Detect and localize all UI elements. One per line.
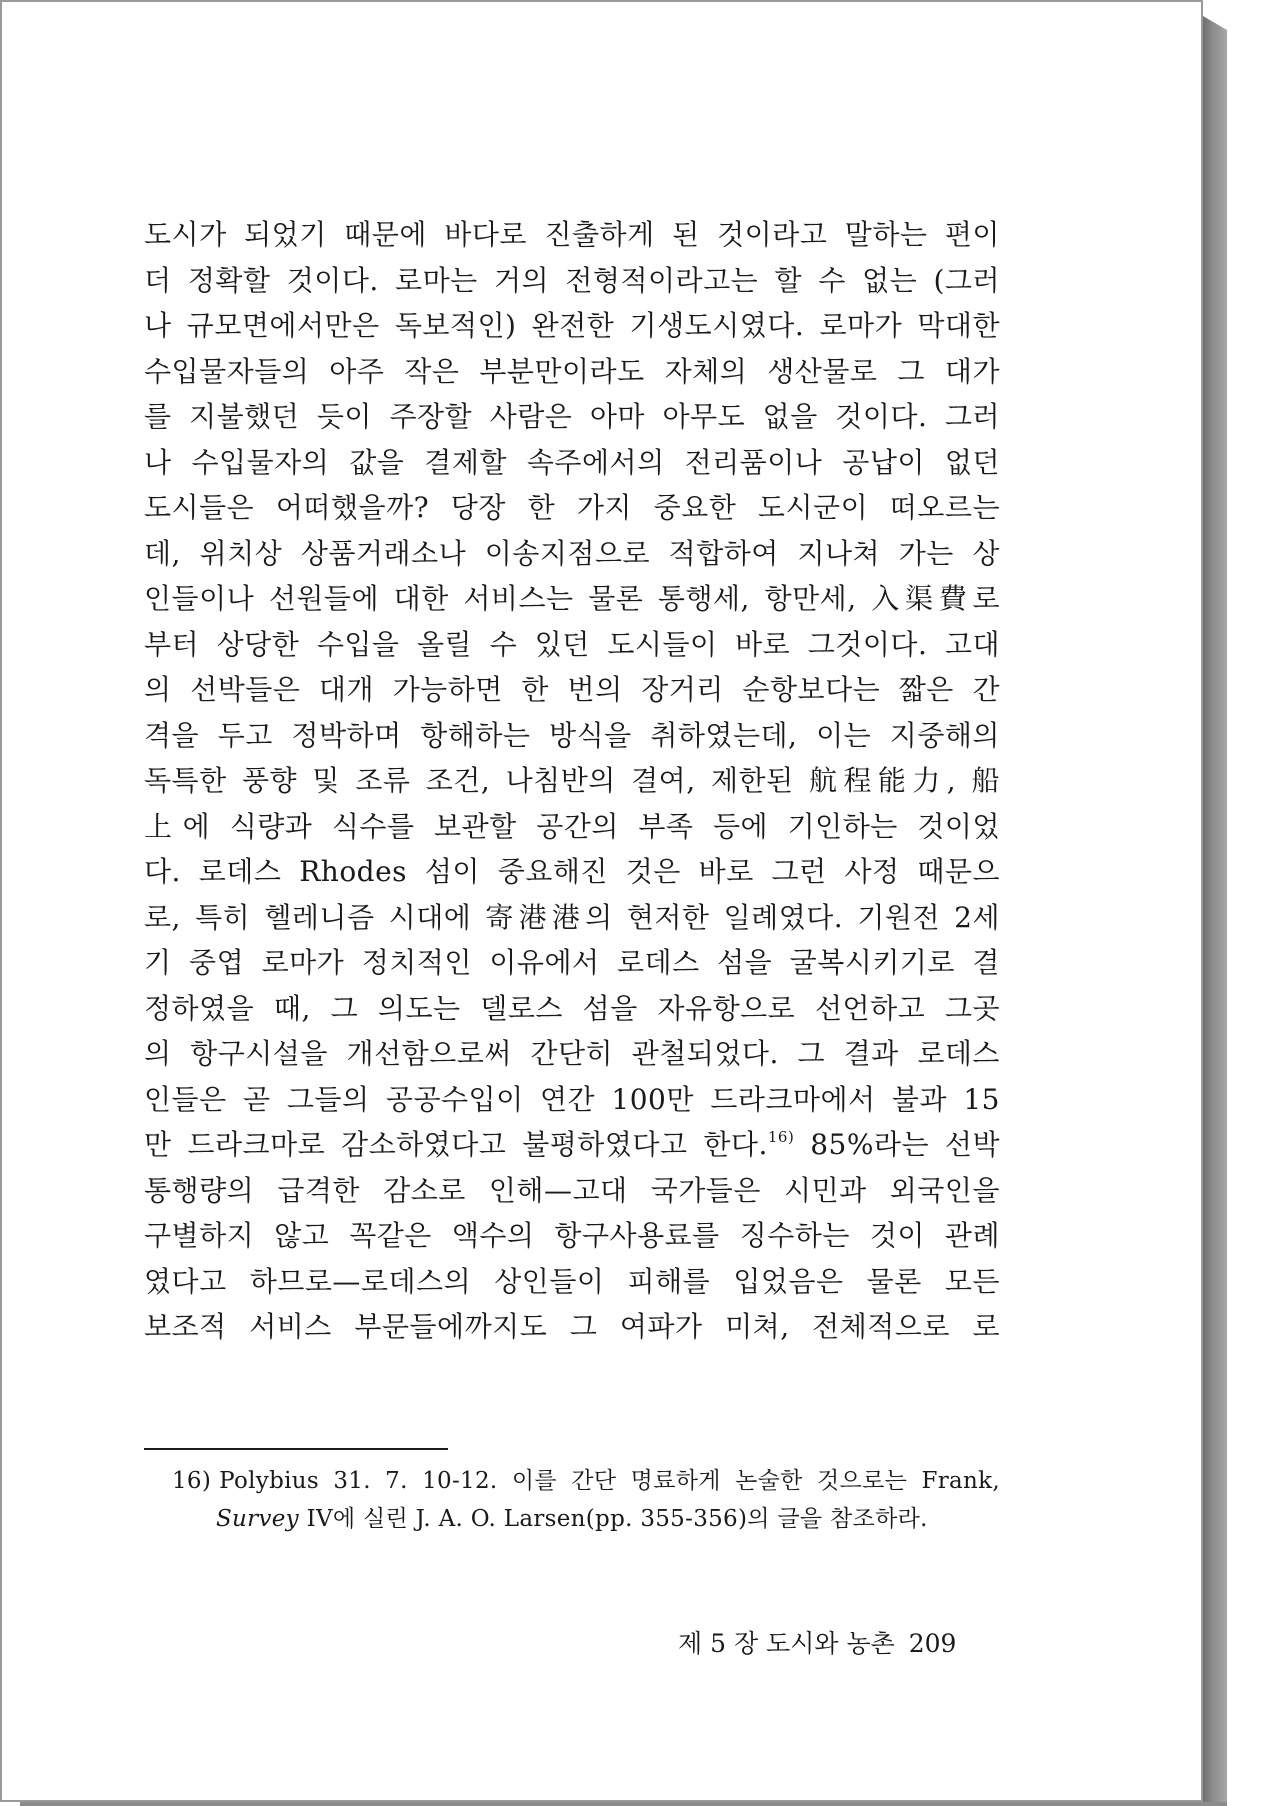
footnote-line — [144, 1500, 1000, 1538]
text-line: 데, 위치상 상품거래소나 이송지점으로 적합하여 지나쳐 가는 상 — [144, 536, 1000, 570]
page-number: 209 — [908, 1629, 957, 1658]
footnote-number: 16) — [172, 1468, 212, 1494]
footnote-text: IV에 실린 J. A. O. Larsen(pp. 355-356)의 글을 참조하라. — [298, 1506, 928, 1532]
page-edge-shadow — [1203, 16, 1227, 1806]
text-line: 보조적 서비스 부문들에까지도 그 여파가 미쳐, 전체적으로 로 — [144, 1310, 1000, 1343]
text-line: 다. 로데스 Rhodes 섬이 중요해진 것은 바로 그런 사정 때문으 — [144, 855, 1000, 888]
text-line-with-footnote-ref — [144, 1122, 1000, 1168]
text-line: 였다고 하므로—로데스의 상인들이 피해를 입었음은 물론 모든 — [144, 1264, 1000, 1298]
footnote-text: Polybius 31. 7. 10-12. 이를 간단 명료하게 논술한 것으로는 Frank, — [219, 1468, 1000, 1494]
text-line: 통행량의 급격한 감소로 인해—고대 국가들은 시민과 외국인을 — [144, 1173, 1000, 1207]
page-footer — [678, 1622, 978, 1666]
text-line: 독특한 풍향 및 조류 조건, 나침반의 결여, 제한된 航程能力, 船 — [144, 764, 1000, 797]
text-line: 나 규모면에서만은 독보적인) 완전한 기생도시였다. 로마가 막대한 — [144, 309, 1000, 342]
page-bottom-shadow — [20, 1802, 1227, 1806]
footnote-italic-title: Survey — [216, 1506, 299, 1532]
text-line: 의 항구시설을 개선함으로써 간단히 관철되었다. 그 결과 로데스 — [144, 1037, 1000, 1070]
text-segment: 85%라는 선박 — [794, 1128, 1001, 1161]
text-line: 나 수입물자의 값을 결제할 속주에서의 전리품이나 공납이 없던 — [144, 445, 1000, 479]
text-line: 기 중엽 로마가 정치적인 이유에서 로데스 섬을 굴복시키기로 결 — [144, 946, 1000, 979]
text-line: 수입물자들의 아주 작은 부분만이라도 자체의 생산물로 그 대가 — [144, 354, 1000, 388]
footnote-line — [144, 1462, 1000, 1500]
text-line: 부터 상당한 수입을 올릴 수 있던 도시들이 바로 그것이다. 고대 — [144, 627, 1000, 661]
body-text — [144, 212, 1000, 1350]
text-line: 격을 두고 정박하며 항해하는 방식을 취하였는데, 이는 지중해의 — [144, 718, 1000, 752]
text-line: 정하였을 때, 그 의도는 델로스 섬을 자유항으로 선언하고 그곳 — [144, 991, 1000, 1025]
text-line: 더 정확할 것이다. 로마는 거의 전형적이라고는 할 수 없는 (그러 — [144, 263, 1000, 297]
text-line: 를 지불했던 듯이 주장할 사람은 아마 아무도 없을 것이다. 그러 — [144, 400, 1000, 433]
text-line: 구별하지 않고 꼭같은 액수의 항구사용료를 징수하는 것이 관례 — [144, 1219, 1000, 1252]
footnote-divider — [144, 1448, 448, 1450]
chapter-title: 제 5 장 도시와 농촌 — [678, 1629, 895, 1658]
text-segment: 만 드라크마로 감소하였다고 불평하였다고 한다. — [144, 1128, 768, 1161]
text-line: 도시가 되었기 때문에 바다로 진출하게 된 것이라고 말하는 편이 — [144, 218, 1000, 251]
text-line: 인들은 곧 그들의 공공수입이 연간 100만 드라크마에서 불과 15 — [144, 1082, 1000, 1116]
text-line: 의 선박들은 대개 가능하면 한 번의 장거리 순항보다는 짧은 간 — [144, 673, 1000, 706]
text-line: 도시들은 어떠했을까? 당장 한 가지 중요한 도시군이 떠오르는 — [144, 491, 1000, 524]
footnote-reference[interactable]: 16) — [767, 1128, 795, 1146]
text-line: 인들이나 선원들에 대한 서비스는 물론 통행세, 항만세, 入渠費로 — [144, 582, 1000, 615]
footnote-block — [144, 1462, 1000, 1538]
text-line: 上에 식량과 식수를 보관할 공간의 부족 등에 기인하는 것이었 — [144, 809, 1000, 843]
text-line: 로, 특히 헬레니즘 시대에 寄港港의 현저한 일례였다. 기원전 2세 — [144, 900, 1000, 934]
